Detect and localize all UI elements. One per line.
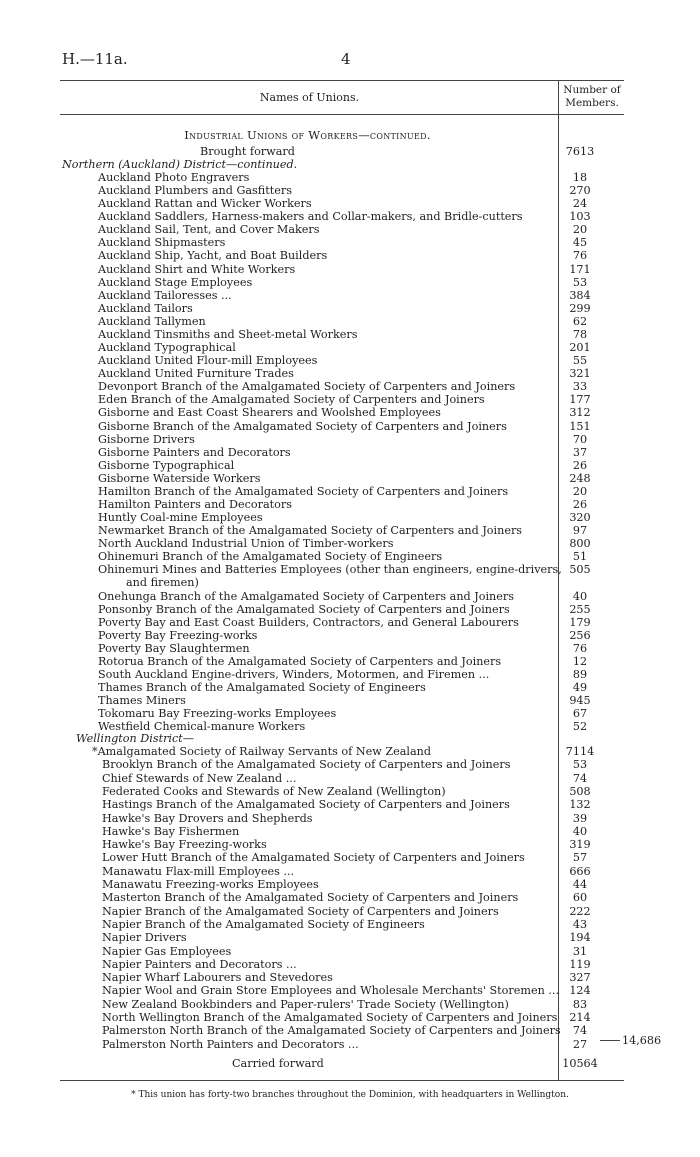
member-count: 151 (569, 419, 591, 433)
table-row (0, 838, 700, 851)
member-count: 26 (572, 458, 588, 472)
member-count: 12 (572, 654, 588, 668)
table-row (0, 1011, 700, 1024)
member-count: 67 (572, 707, 588, 721)
union-name: Auckland Ship, Yacht, and Boat Builders (98, 249, 328, 263)
table-row (0, 905, 700, 918)
table-row (0, 393, 700, 406)
union-name: Auckland Rattan and Wicker Workers (98, 197, 312, 211)
table-row (0, 694, 700, 707)
member-count: 299 (569, 301, 591, 315)
member-count: 76 (572, 249, 588, 263)
union-name: Hawke's Bay Freezing-works (102, 838, 267, 852)
member-count: 37 (572, 445, 588, 459)
table-row (0, 380, 700, 393)
table-row (0, 958, 700, 971)
table-row (0, 302, 700, 315)
table-row (0, 433, 700, 446)
union-name: Huntly Coal-mine Employees (98, 511, 263, 525)
table-row (0, 472, 700, 485)
union-name: Auckland Plumbers and Gasfitters (98, 184, 292, 198)
union-name: Auckland Tinsmiths and Sheet-metal Workers (98, 327, 358, 341)
union-name: Lower Hutt Branch of the Amalgamated Society of Carpenters and Joiners (102, 851, 525, 865)
table-row (0, 498, 700, 511)
district-heading: Wellington District— (76, 732, 194, 745)
table-row (0, 931, 700, 944)
member-count: 27 (572, 1037, 588, 1051)
table-row (0, 1038, 700, 1051)
section-title: Industrial Unions of Workers—continued. (184, 128, 431, 142)
member-count: 327 (569, 971, 591, 985)
member-count: 24 (572, 197, 588, 211)
member-count: 103 (569, 210, 591, 224)
table-row (0, 707, 700, 720)
member-count: 49 (572, 681, 588, 695)
table-row (0, 616, 700, 629)
member-count: 31 (572, 944, 588, 958)
northern-subtotal: 14,686 (622, 1034, 662, 1047)
member-count: 508 (569, 784, 591, 798)
union-name: Tokomaru Bay Freezing-works Employees (98, 707, 337, 721)
union-name: Napier Wharf Labourers and Stevedores (102, 971, 333, 985)
table-row (0, 223, 700, 236)
member-count: 321 (569, 367, 591, 381)
union-name: Manawatu Freezing-works Employees (102, 878, 319, 891)
union-name: Brooklyn Branch of the Amalgamated Society of Carpenters and Joiners (102, 758, 511, 772)
table-row (0, 367, 700, 380)
union-name: Auckland Shirt and White Workers (98, 262, 296, 276)
table-row (0, 576, 700, 589)
table-row (0, 420, 700, 433)
table-row (0, 681, 700, 694)
union-name: Palmerston North Branch of the Amalgamated Society of Carpenters and Joiners (102, 1024, 561, 1038)
union-name: Westfield Chemical-manure Workers (98, 720, 306, 734)
union-name: Hastings Branch of the Amalgamated Society of Carpenters and Joiners (102, 798, 510, 812)
member-count: 384 (569, 288, 591, 302)
union-name: Auckland Sail, Tent, and Cover Makers (98, 223, 320, 237)
member-count: 89 (572, 668, 588, 682)
member-count: 83 (572, 997, 588, 1011)
member-count: 248 (569, 471, 591, 485)
member-count: 78 (572, 327, 588, 341)
member-count: 119 (569, 957, 591, 971)
member-count: 76 (572, 641, 588, 655)
header-rule (60, 114, 624, 115)
union-name: and firemen) (126, 576, 199, 590)
union-name: Chief Stewards of New Zealand ... (102, 771, 297, 785)
member-count: 7114 (565, 745, 595, 758)
table-row (0, 998, 700, 1011)
carried-forward-label: Carried forward (232, 1057, 324, 1070)
member-count: 26 (572, 498, 588, 511)
union-name: Onehunga Branch of the Amalgamated Society of Carpenters and Joiners (98, 589, 514, 603)
table-row (0, 406, 700, 419)
member-count: 53 (572, 275, 588, 289)
union-name: Eden Branch of the Amalgamated Society of Carpenters and Joiners (98, 393, 485, 407)
table-row (0, 984, 700, 997)
table-row (0, 210, 700, 223)
union-name: Gisborne Painters and Decorators (98, 445, 291, 459)
table-row (0, 315, 700, 328)
union-name: Auckland Tailors (98, 301, 193, 315)
union-name: Gisborne Typographical (98, 458, 235, 472)
document-code: H.—11a. (62, 50, 128, 68)
member-count: 255 (569, 602, 591, 616)
member-count: 43 (572, 917, 588, 931)
members-column-header: Number of Members. (563, 84, 621, 109)
union-name: Ohinemuri Branch of the Amalgamated Society of Engineers (98, 550, 443, 564)
member-count: 171 (569, 262, 591, 276)
table-row (0, 524, 700, 537)
member-count: 45 (572, 236, 588, 250)
union-name: Rotorua Branch of the Amalgamated Society of Carpenters and Joiners (98, 654, 502, 668)
member-count: 270 (569, 184, 591, 198)
table-row (0, 655, 700, 668)
carried-forward-value: 10564 (562, 1057, 598, 1070)
member-count: 40 (572, 589, 588, 603)
table-row (0, 891, 700, 904)
member-count: 33 (572, 380, 588, 394)
table-row (0, 289, 700, 302)
member-count: 319 (569, 838, 591, 852)
table-row (0, 563, 700, 576)
union-name: Auckland Typographical (98, 341, 236, 355)
union-name: Ponsonby Branch of the Amalgamated Society of Carpenters and Joiners (98, 602, 510, 616)
member-count: 201 (569, 341, 591, 355)
union-name: New Zealand Bookbinders and Paper-rulers' Trade Society (Wellington) (102, 997, 509, 1011)
page-number: 4 (341, 50, 351, 68)
member-count: 320 (569, 511, 591, 525)
member-count: 97 (572, 524, 588, 538)
table-row (0, 918, 700, 931)
table-row (0, 878, 700, 891)
member-count: 256 (569, 628, 591, 642)
union-name: Poverty Bay Freezing-works (98, 628, 258, 642)
union-name: Napier Branch of the Amalgamated Society of Engineers (102, 917, 425, 931)
table-row (0, 971, 700, 984)
table-row (0, 865, 700, 878)
member-count: 214 (569, 1011, 591, 1024)
table-row (0, 354, 700, 367)
table-row (0, 758, 700, 771)
member-count: 70 (572, 432, 588, 446)
union-name: Poverty Bay and East Coast Builders, Contractors, and General Labourers (98, 615, 519, 629)
table-row (0, 236, 700, 249)
table-row (0, 590, 700, 603)
union-name: Auckland Saddlers, Harness-makers and Collar-makers, and Bridle-cutters (98, 210, 523, 224)
member-count: 179 (569, 615, 591, 629)
member-count: 177 (569, 393, 591, 407)
footnote: * This union has forty-two branches throughout the Dominion, with headquarters in Wellington. (131, 1090, 569, 1100)
union-name: Thames Miners (98, 694, 186, 708)
union-name: Auckland United Furniture Trades (98, 367, 294, 381)
bottom-rule (60, 1080, 624, 1081)
member-count: 18 (572, 171, 588, 184)
member-count: 132 (569, 798, 591, 812)
union-name: Napier Drivers (102, 931, 187, 945)
member-count: 222 (569, 904, 591, 918)
table-row (0, 328, 700, 341)
union-name: Masterton Branch of the Amalgamated Society of Carpenters and Joiners (102, 891, 519, 905)
member-count: 39 (572, 811, 588, 825)
union-name: North Wellington Branch of the Amalgamated Society of Carpenters and Joiners (102, 1011, 558, 1024)
union-name: Thames Branch of the Amalgamated Society of Engineers (98, 681, 426, 695)
union-name: Napier Painters and Decorators ... (102, 957, 297, 971)
brought-forward-value: 7613 (565, 145, 595, 158)
table-row (0, 668, 700, 681)
table-row (0, 550, 700, 563)
member-count: 800 (569, 537, 591, 551)
table-row (0, 276, 700, 289)
union-name: Gisborne Drivers (98, 432, 195, 446)
member-count: 57 (572, 851, 588, 865)
union-name: Auckland Tailoresses ... (98, 288, 232, 302)
table-row (0, 485, 700, 498)
table-row (0, 249, 700, 262)
member-count: 51 (572, 550, 588, 564)
union-name: Ohinemuri Mines and Batteries Employees (other than engineers, engine-drivers, (98, 563, 562, 577)
union-name: Poverty Bay Slaughtermen (98, 641, 250, 655)
member-count: 62 (572, 314, 588, 328)
table-row (0, 537, 700, 550)
table-row (0, 197, 700, 210)
table-row (0, 772, 700, 785)
union-name: Auckland United Flour-mill Employees (98, 354, 318, 368)
union-name: *Amalgamated Society of Railway Servants of New Zealand (92, 745, 432, 758)
table-row (0, 825, 700, 838)
table-row (0, 171, 700, 184)
member-count: 124 (569, 984, 591, 998)
member-count: 74 (572, 1024, 588, 1038)
table-row (0, 745, 700, 758)
member-count: 40 (572, 824, 588, 838)
table-row (0, 263, 700, 276)
table-row (0, 629, 700, 642)
names-column-header: Names of Unions. (259, 91, 360, 104)
union-name: Auckland Stage Employees (98, 275, 253, 289)
union-name: South Auckland Engine-drivers, Winders, Motormen, and Firemen ... (98, 668, 490, 682)
union-name: Hawke's Bay Fishermen (102, 824, 240, 838)
member-count: 312 (569, 406, 591, 420)
union-name: Gisborne Branch of the Amalgamated Society of Carpenters and Joiners (98, 419, 507, 433)
union-name: Hawke's Bay Drovers and Shepherds (102, 811, 313, 825)
union-name: Gisborne Waterside Workers (98, 471, 261, 485)
union-name: Hamilton Branch of the Amalgamated Society of Carpenters and Joiners (98, 484, 509, 498)
member-count: 20 (572, 223, 588, 237)
union-name: Napier Wool and Grain Store Employees and Wholesale Merchants' Storemen ... (102, 984, 560, 998)
union-name: Auckland Tallymen (98, 314, 206, 328)
union-name: North Auckland Industrial Union of Timber-workers (98, 537, 394, 551)
union-name: Napier Branch of the Amalgamated Society of Carpenters and Joiners (102, 904, 499, 918)
table-row (0, 446, 700, 459)
table-row (0, 511, 700, 524)
district-heading: Northern (Auckland) District—continued. (62, 158, 298, 171)
top-rule (60, 80, 624, 81)
union-name: Devonport Branch of the Amalgamated Society of Carpenters and Joiners (98, 380, 516, 394)
table-row (0, 945, 700, 958)
member-count: 666 (569, 864, 591, 878)
table-row (0, 1024, 700, 1037)
carried-forward-row (0, 1057, 700, 1070)
table-row (0, 603, 700, 616)
member-count: 52 (572, 720, 588, 734)
brought-forward-label: Brought forward (200, 145, 295, 158)
union-name: Palmerston North Painters and Decorators ... (102, 1037, 359, 1051)
union-name: Newmarket Branch of the Amalgamated Society of Carpenters and Joiners (98, 524, 523, 538)
district-heading-wellington (0, 732, 700, 745)
union-name: Hamilton Painters and Decorators (98, 498, 292, 511)
member-count: 55 (572, 354, 588, 368)
table-row (0, 812, 700, 825)
union-name: Napier Gas Employees (102, 944, 232, 958)
member-count: 194 (569, 931, 591, 945)
union-name: Auckland Photo Engravers (98, 171, 250, 184)
table-row (0, 851, 700, 864)
table-row (0, 798, 700, 811)
table-row (0, 459, 700, 472)
table-row (0, 184, 700, 197)
table-row (0, 341, 700, 354)
union-name: Manawatu Flax-mill Employees ... (102, 864, 295, 878)
member-count: 945 (569, 694, 591, 708)
table-row (0, 642, 700, 655)
member-count: 53 (572, 758, 588, 772)
member-count: 20 (572, 484, 588, 498)
member-count: 74 (572, 771, 588, 785)
member-count: 60 (572, 891, 588, 905)
union-name: Auckland Shipmasters (98, 236, 226, 250)
table-row (0, 785, 700, 798)
district-heading-northern (0, 158, 700, 171)
union-name: Gisborne and East Coast Shearers and Woolshed Employees (98, 406, 441, 420)
member-count: 505 (569, 563, 591, 577)
member-count: 44 (572, 878, 588, 891)
union-name: Federated Cooks and Stewards of New Zealand (Wellington) (102, 784, 446, 798)
brought-forward-row (0, 145, 700, 158)
